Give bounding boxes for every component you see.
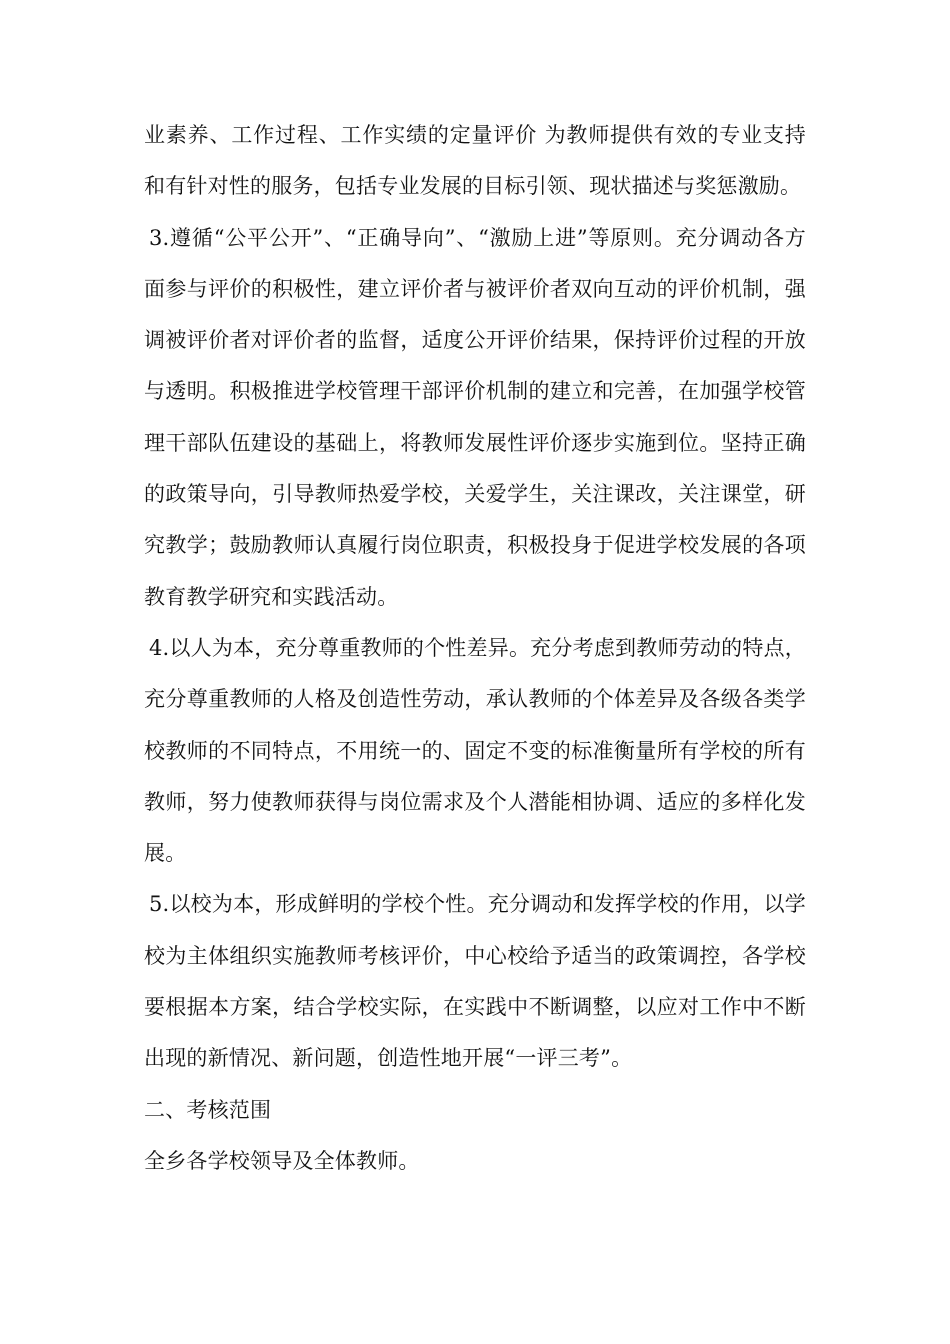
paragraph-principle-3: 3.遵循“公平公开”、“正确导向”、“激励上进”等原则。充分调动各方面参与评价的积极性，建立评价者与被评价者双向互动的评价机制，强调被评价者对评价者的监督，适度公开评价结果，保持评价过程的开放与透明。积极推进学校管理干部评价机制的建立和完善，在加强学校管理干部队伍建设的基础上，将教师发展性评价逐步实施到位。坚持正确的政策导向，引导教师热爱学校，关爱学生，关注课改，关注课堂，研究教学；鼓励教师认真履行岗位职责，积极投身于促进学校发展的各项教育教学研究和实践活动。	[144, 225, 806, 609]
paragraph-principle-4: 4.以人为本，充分尊重教师的个性差异。充分考虑到教师劳动的特点，充分尊重教师的人格及创造性劳动，承认教师的个体差异及各级各类学校教师的不同特点，不用统一的、固定不变的标准衡量所有学校的所有教师，努力使教师获得与岗位需求及个人潜能相协调、适应的多样化发展。	[144, 635, 806, 866]
paragraph-scope: 全乡各学校领导及全体教师。	[144, 1148, 420, 1173]
section-heading-scope: 二、考核范围	[144, 1097, 272, 1122]
document-body	[144, 110, 806, 1187]
paragraph-continuation: 业素养、工作过程、工作实绩的定量评价 为教师提供有效的专业支持和有针对性的服务，包括专业发展的目标引领、现状描述与奖惩激励。	[144, 123, 806, 199]
paragraph-principle-5: 5.以校为本，形成鲜明的学校个性。充分调动和发挥学校的作用，以学校为主体组织实施教师考核评价，中心校给予适当的政策调控，各学校要根据本方案，结合学校实际，在实践中不断调整，以应对工作中不断出现的新情况、新问题，创造性地开展“一评三考”。	[144, 892, 806, 1071]
